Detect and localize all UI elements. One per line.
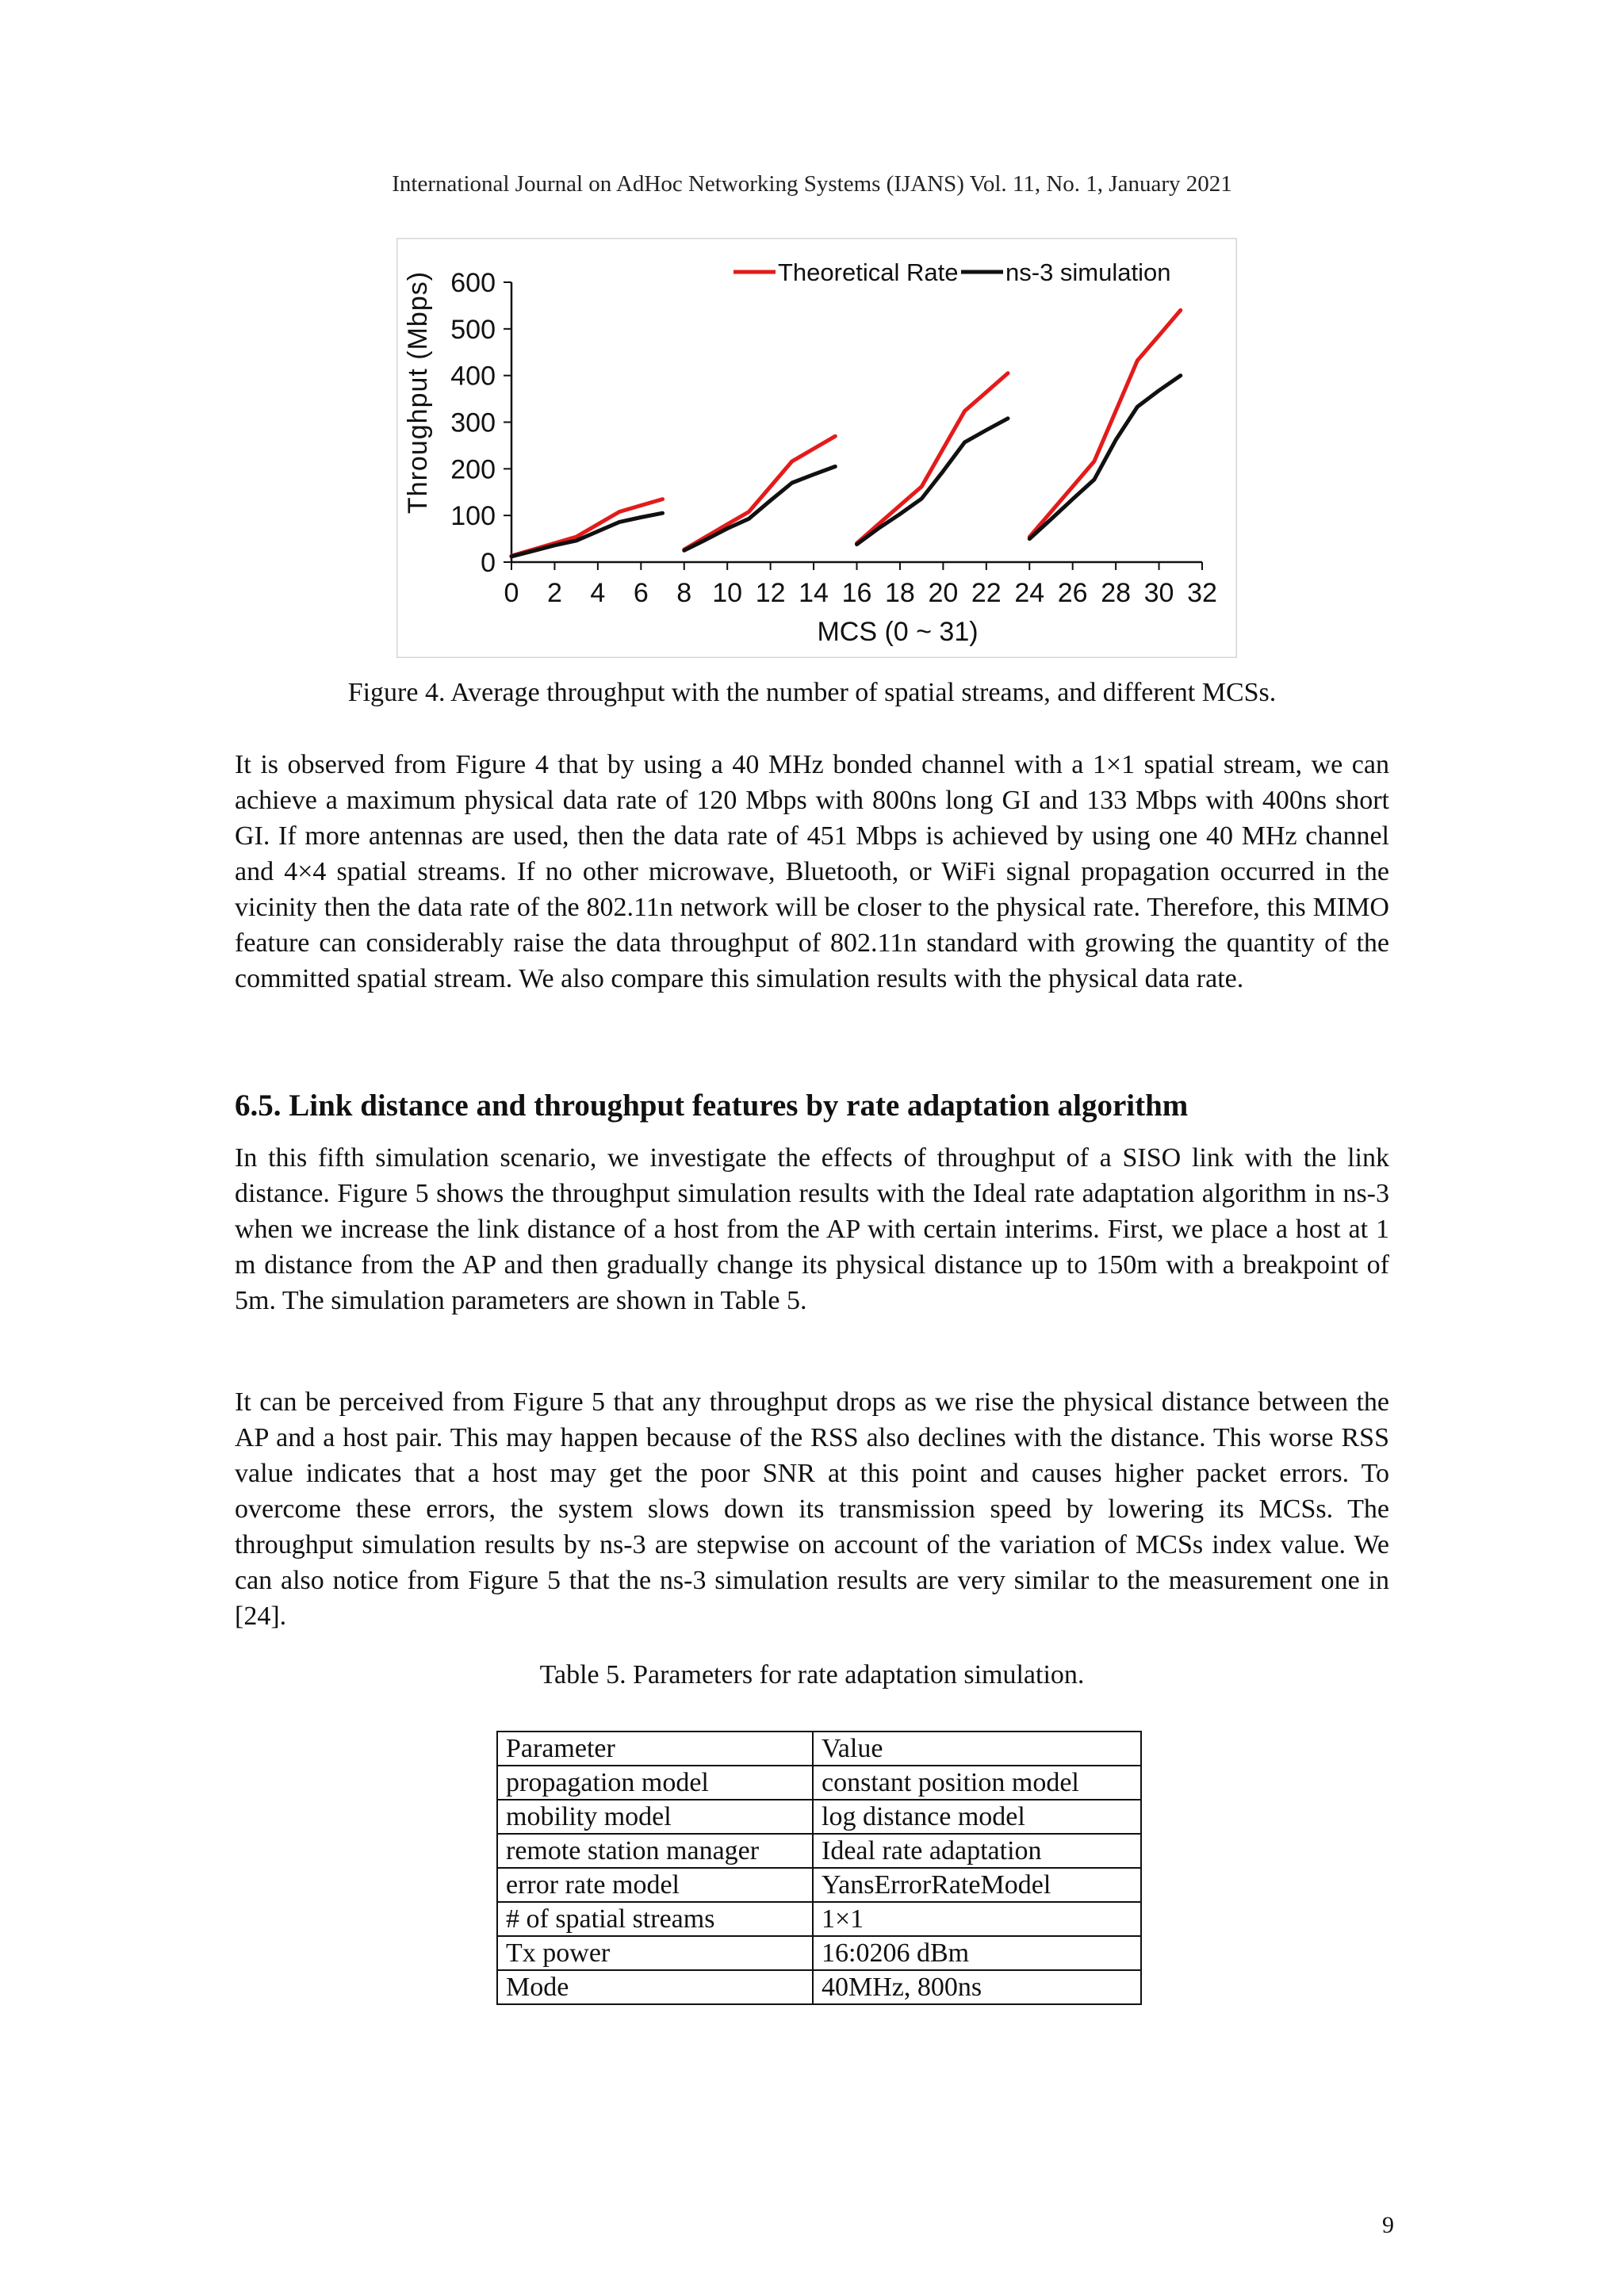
table-cell-parameter: error rate model	[497, 1868, 813, 1902]
table-cell-value: Ideal rate adaptation	[813, 1834, 1141, 1868]
legend-label-simulation: ns-3 simulation	[1005, 258, 1171, 286]
theoretical-rate-line	[1029, 310, 1181, 537]
table-row	[497, 1902, 1141, 1936]
x-tick-label: 26	[1057, 578, 1088, 608]
x-tick-label: 14	[799, 578, 829, 608]
theoretical-rate-line	[857, 373, 1009, 544]
table-row	[497, 1970, 1141, 2004]
table-cell-value: constant position model	[813, 1766, 1141, 1800]
x-tick-label: 6	[633, 578, 649, 608]
table-cell-value: YansErrorRateModel	[813, 1868, 1141, 1902]
ns3-simulation-line	[1029, 376, 1181, 539]
x-tick-label: 12	[755, 578, 786, 608]
table-cell-parameter: Tx power	[497, 1936, 813, 1970]
x-tick-label: 32	[1187, 578, 1217, 608]
table-cell-value: log distance model	[813, 1800, 1141, 1834]
x-tick-label: 2	[546, 578, 562, 608]
paragraph-2: In this fifth simulation scenario, we investigate the effects of throughput of a SISO link with the link distance. Figure 5 shows the throughput simulation results with the Ideal rate adaptation algorithm in ns-3 when we increase the link distance of a host from the AP with certain interims. First, we place a host at 1 m distance from the AP and then gradually change its physical distance up to 150m with a breakpoint of 5m. The simulation parameters are shown in Table 5.	[235, 1143, 1389, 1315]
theoretical-rate-line	[511, 499, 663, 557]
journal-header: International Journal on AdHoc Networking Systems (IJANS) Vol. 11, No. 1, January 2021	[392, 171, 1232, 197]
ns3-simulation-line	[684, 466, 836, 550]
table-cell-parameter: remote station manager	[497, 1834, 813, 1868]
table-cell-value: 40MHz, 800ns	[813, 1970, 1141, 2004]
ns3-simulation-line	[511, 513, 663, 557]
table-cell-parameter: # of spatial streams	[497, 1902, 813, 1936]
table-row	[497, 1834, 1141, 1868]
table-row	[497, 1936, 1141, 1970]
y-tick-label: 500	[450, 314, 496, 345]
x-tick-label: 10	[712, 578, 743, 608]
throughput-chart	[396, 238, 1237, 658]
table-cell-value: 1×1	[813, 1902, 1141, 1936]
table-caption: Table 5. Parameters for rate adaptation simulation.	[539, 1660, 1085, 1689]
table-row	[497, 1868, 1141, 1902]
x-axis-label: MCS (0 ~ 31)	[817, 617, 979, 647]
x-tick-label: 28	[1101, 578, 1132, 608]
x-tick-label: 30	[1143, 578, 1174, 608]
y-tick-label: 100	[450, 501, 496, 532]
section-heading: 6.5. Link distance and throughput features by rate adaptation algorithm	[235, 1089, 1189, 1123]
x-tick-label: 0	[504, 578, 519, 608]
table-row	[497, 1766, 1141, 1800]
page-number: 9	[1382, 2212, 1394, 2238]
y-tick-label: 600	[450, 268, 496, 298]
x-tick-label: 4	[590, 578, 606, 608]
paragraph-1: It is observed from Figure 4 that by using a 40 MHz bonded channel with a 1×1 spatial stream, we can achieve a maximum physical data rate of 120 Mbps with 800ns long GI and 133 Mbps with 400ns short GI. If more antennas are used, then the data rate of 451 Mbps is achieved by using one 40 MHz channel and 4×4 spatial streams. If no other microwave, Bluetooth, or WiFi signal propagation occurred in the vicinity then the data rate of the 802.11n network will be closer to the physical rate. Therefore, this MIMO feature can considerably raise the data throughput of 802.11n standard with growing the quantity of the committed spatial stream. We also compare this simulation results with the physical data rate.	[235, 750, 1389, 993]
table-cell-value: Value	[813, 1732, 1141, 1766]
y-tick-label: 200	[450, 454, 496, 485]
y-tick-label: 0	[481, 548, 496, 578]
figure-caption: Figure 4. Average throughput with the number of spatial streams, and different MCSs.	[347, 678, 1277, 707]
theoretical-rate-line	[684, 436, 836, 549]
parameters-table	[496, 1731, 1142, 2005]
y-tick-label: 400	[450, 361, 496, 392]
table-cell-parameter: Mode	[497, 1970, 813, 2004]
x-tick-label: 8	[676, 578, 692, 608]
table-cell-parameter: Parameter	[497, 1732, 813, 1766]
table-cell-parameter: propagation model	[497, 1766, 813, 1800]
x-tick-label: 20	[928, 578, 959, 608]
legend-label-theoretical: Theoretical Rate	[778, 258, 959, 286]
y-tick-label: 300	[450, 408, 496, 438]
x-tick-label: 18	[885, 578, 915, 608]
table-cell-value: 16:0206 dBm	[813, 1936, 1141, 1970]
ns3-simulation-line	[857, 419, 1009, 545]
y-axis-label: Throughput (Mbps)	[403, 270, 433, 515]
x-tick-label: 16	[841, 578, 872, 608]
table-header-row	[497, 1732, 1141, 1766]
paragraph-3: It can be perceived from Figure 5 that any throughput drops as we rise the physical distance between the AP and a host pair. This may happen because of the RSS also declines with the distance. This worse RSS value indicates that a host may get the poor SNR at this point and causes higher packet errors. To overcome these errors, the system slows down its transmission speed by lowering its MCSs. The throughput simulation results by ns-3 are stepwise on account of the variation of MCSs index value. We can also notice from Figure 5 that the ns-3 simulation results are very similar to the measurement one in [24].	[235, 1387, 1389, 1631]
x-tick-label: 24	[1014, 578, 1045, 608]
table-row	[497, 1800, 1141, 1834]
x-tick-label: 22	[971, 578, 1002, 608]
table-cell-parameter: mobility model	[497, 1800, 813, 1834]
chart-svg	[396, 238, 1237, 658]
